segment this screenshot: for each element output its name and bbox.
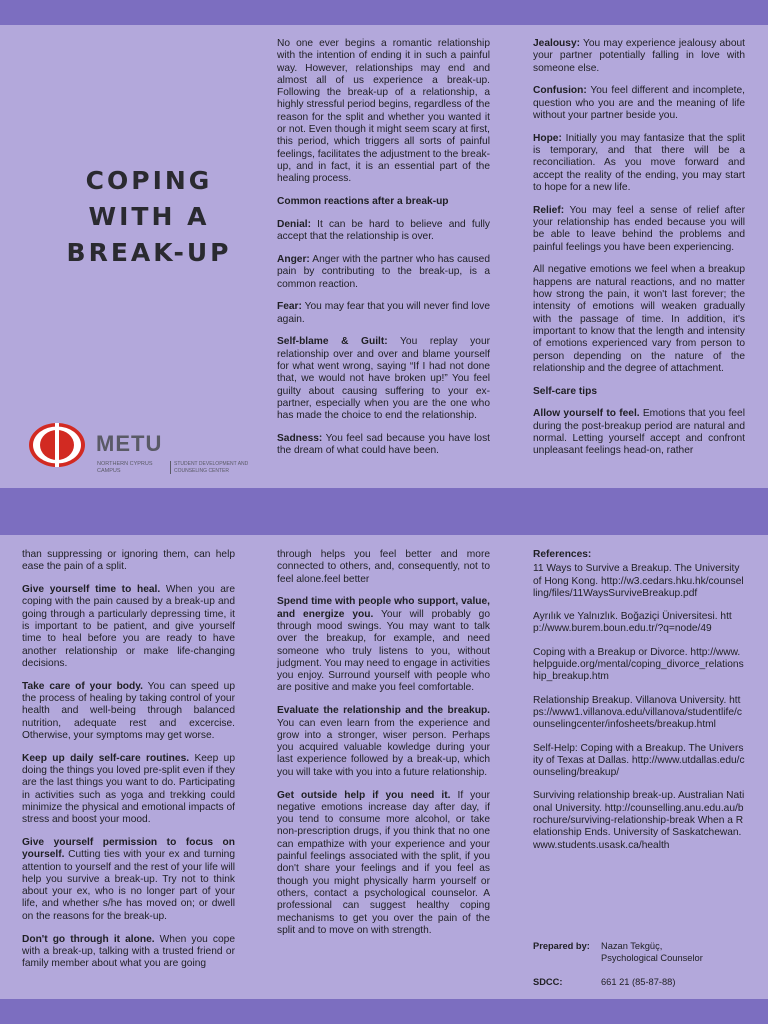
- reference-item: 11 Ways to Survive a Breakup. The University of Hong Kong. http://w3.cedars.hku.hk/counselling/files/11WaysSurviveBreakup.pdf: [533, 563, 744, 599]
- continued-paragraph: through helps you feel better and more connected to others, and, consequently, not to feel alone.feel better: [277, 549, 490, 585]
- confusion-paragraph: Confusion: You feel different and incomplete, question who you are and the meaning of life without your partner beside you.: [533, 85, 745, 121]
- reference-item: Surviving relationship break-up. Australian National University. http://counselling.anu.edu.au/brochure/surviving-relationship-break When a Relationship Ends. University of Saskatchewan. www.students.usask.ca/health: [533, 790, 745, 851]
- sadness-paragraph: Sadness: You feel sad because you have lost the dream of what could have been.: [277, 433, 490, 457]
- reference-item: Relationship Breakup. Villanova University. https://www1.villanova.edu/villanova/studentlife/counselingcenter/infosheets/breakup.html: [533, 694, 742, 731]
- heal-time-paragraph: Give yourself time to heal. When you are coping with the pain caused by a break-up and going through a particularly depressing time, it is important to be patient, and give yourself time to heal before you are ready to have another relationship or make life-changing decisions.: [22, 584, 235, 669]
- reference-item: Coping with a Breakup or Divorce. http://www.helpguide.org/mental/coping_divorce_relationship_breakup.htm: [533, 646, 744, 683]
- fear-paragraph: Fear: You may fear that you will never find love again.: [277, 301, 490, 325]
- bottom-band: [0, 999, 768, 1024]
- continued-paragraph: than suppressing or ignoring them, can help ease the pain of a split.: [22, 549, 235, 573]
- denial-paragraph: Denial: It can be hard to believe and fully accept that the relationship is over.: [277, 218, 490, 243]
- anger-paragraph: Anger: Anger with the partner who has caused pain by contributing to the break-up, is a common reaction.: [277, 253, 490, 290]
- sdcc-label: SDCC:: [533, 977, 563, 987]
- intro-paragraph: No one ever begins a romantic relationship with the intention of ending it in such a painful way. However, relationships may end and almost all of us experience a break-up. Following the break-up of a relationship, a highly stressful period begins, regardless of the reason for the split and whether you wanted it or not. Even though it might seem scary at first, this period, which triggers all sorts of painful feelings, facilitates the adjustment to the break-up, and in fact, it is an essential part of the healing process.: [277, 38, 490, 185]
- metu-emblem-icon: [28, 421, 86, 469]
- middle-band: [0, 488, 768, 535]
- reactions-heading: Common reactions after a break-up: [277, 196, 449, 208]
- relief-paragraph: Relief: You may feel a sense of relief after your relationship has ended because you will be able to leave behind the problems and painful feelings you have been experiencing.: [533, 204, 745, 253]
- title-line: COPING: [85, 166, 213, 195]
- references-column: [533, 549, 745, 863]
- selfcare-heading: Self-care tips: [533, 385, 597, 397]
- brochure-title: [40, 163, 258, 271]
- reference-item: Self-Help: Coping with a Breakup. The University of Texas at Dallas. http://www.utdallas.edu/counseling/breakup/: [533, 742, 745, 779]
- evaluate-paragraph: Evaluate the relationship and the breakup. You can even learn from the experience and grow into a stronger, wiser person. Perhaps you acquired valuable kowledge during your last experience followed by a break-up, which you will take with you into a future relationship.: [277, 705, 490, 778]
- intro-column: [277, 38, 490, 468]
- body-care-paragraph: Take care of your body. You can speed up the process of healing by taking control of your health and well-being through balanced nutrition, adequate rest and excercise. Otherwise, your symptoms may get worse.: [22, 680, 235, 741]
- routines-paragraph: Keep up daily self-care routines. Keep up doing the things you loved pre-split even if they are the last things you want to do. Participating in activities such as yoga and trekking could minimize the physical and emotional impacts of stress and boost your mood.: [22, 752, 235, 826]
- prepared-by-role: Psychological Counselor: [601, 953, 703, 963]
- selfcare-column-1: [22, 549, 235, 981]
- title-line: BREAK-UP: [66, 238, 232, 267]
- sdcc-phone: 661 21 (85-87-88): [601, 977, 676, 987]
- title-line: WITH A: [88, 202, 210, 231]
- top-band: [0, 0, 768, 25]
- outside-help-paragraph: Get outside help if you need it. If your negative emotions increase day after day, if you tend to consume more alcohol, or take non-prescription drugs, if you think that no one can empathize with your experience and your painful feelings associated with the split, if you don't share your feelings and if you feel as though you might physically harm yourself or others, contact a psychological counselor. A professional can suggest healthy coping mechanisms to get you over the pain of the split and to move on with strength.: [277, 789, 490, 936]
- focus-paragraph: Give yourself permission to focus on yourself. Cutting ties with your ex and turning attention to yourself and the rest of your life will help you survive a break-up. Try not to think about your ex, who is no longer part of your life, and whether s/he has moved on; or dwell on the reasons for the break-up.: [22, 836, 235, 922]
- negative-emotions-paragraph: All negative emotions we feel when a breakup happens are natural reactions, and no matter how strong the pain, it won't last forever; the intensity of emotions will weaken gradually with the passage of time. In addition, it's important to know that the length and intensity of emotions experienced vary from person to person depending on the nature of the relationship and the degree of attachment.: [533, 264, 745, 374]
- prepared-by-label: Prepared by:: [533, 941, 590, 951]
- prepared-by-name: Nazan Tekgüç,: [601, 941, 663, 951]
- references-heading: References:: [533, 549, 592, 560]
- reference-item: Ayrılık ve Yalnızlık. Boğaziçi Üniversitesi. http://www.burem.boun.edu.tr/?q=node/49: [533, 611, 732, 635]
- hope-paragraph: Hope: Initially you may fantasize that the split is temporary, and that there will be a reconciliation. As you move forward and accept the reality of the ending, you may start to hope for a new life.: [533, 132, 745, 193]
- logo-campus: NORTHERN CYPRUS CAMPUS: [97, 461, 153, 474]
- metu-logo: [28, 421, 258, 476]
- support-people-paragraph: Spend time with people who support, value, and energize you. Your will probably go through mood swings. You may want to talk over the breakup, for example, and need someone who truly listens to you, without judgment. You may need to engage in activities you enjoy. Surround yourself with people who are positive and make you feel comfortable.: [277, 596, 491, 694]
- selfcare-column-2: [277, 549, 490, 948]
- selfblame-paragraph: Self-blame & Guilt: You replay your relationship over and over and blame yourself for what went wrong, saying “If I had not done that, we would not have broken up!” You feel guilty about causing suffering to your ex-partner, especially when you are the one who has made the choice to end the relationship.: [277, 336, 490, 422]
- allow-feel-paragraph: Allow yourself to feel. Emotions that you feel during the post-breakup period are natural and normal. Letting yourself accept and confront unpleasant feelings head-on, rather: [533, 408, 745, 457]
- emotions-column: [533, 38, 745, 468]
- not-alone-paragraph: Don't go through it alone. When you cope with a break-up, talking with a trusted friend or family member about what you are going: [22, 933, 235, 970]
- logo-center: STUDENT DEVELOPMENT AND COUNSELING CENTER: [170, 461, 264, 474]
- jealousy-paragraph: Jealousy: You may experience jealousy about your partner potentially falling in love with someone else.: [533, 38, 745, 74]
- logo-text: METU: [96, 431, 163, 456]
